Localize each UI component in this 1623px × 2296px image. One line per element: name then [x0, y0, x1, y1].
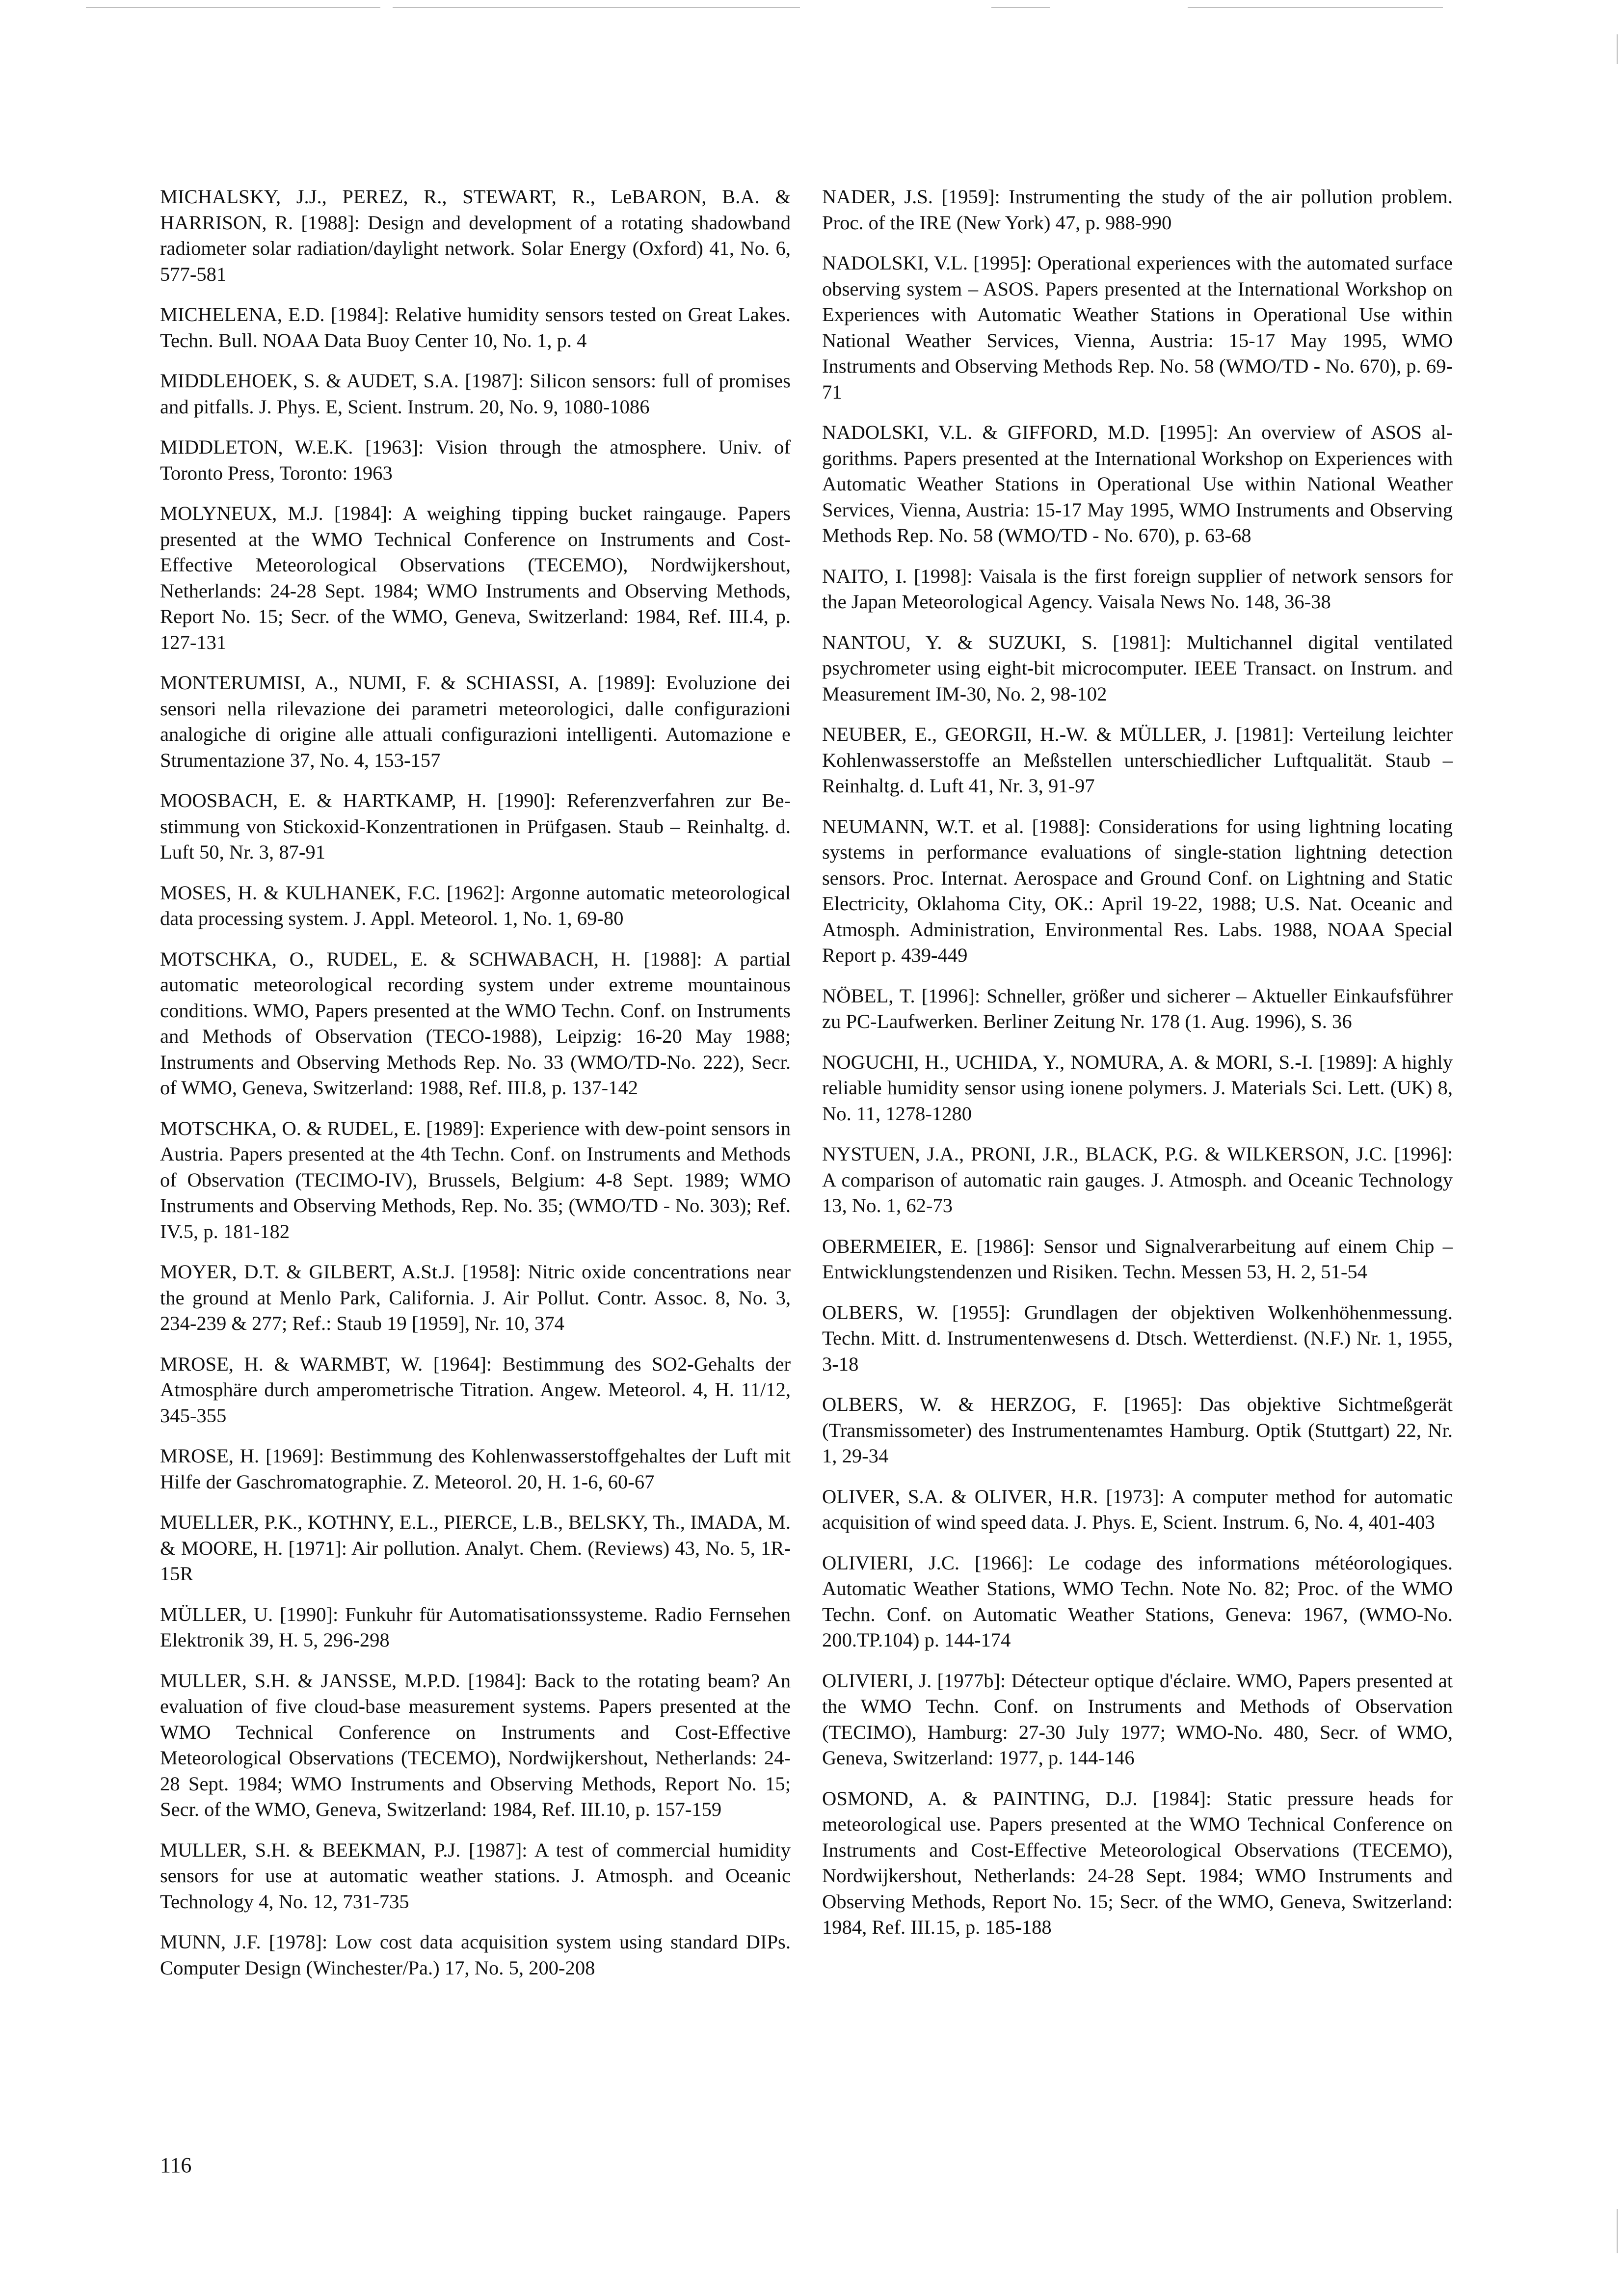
reference-entry: MONTERUMISI, A., NUMI, F. & SCHIASSI, A. [1989]: Evoluzione dei sensori nella rilevazione dei parametri meteorologici, dalle configurazioni analogiche di origine alle attuali configurazioni intelligenti. Automazione e Strumentazione 37, No. 4, 153-157 [160, 672, 791, 771]
reference-entry: OLIVER, S.A. & OLIVER, H.R. [1973]: A computer method for automatic acquisition of wind speed data. J. Phys. E, Scient. Instrum. 6, No. 4, 401-403 [822, 1485, 1453, 1533]
reference-entry: NANTOU, Y. & SUZUKI, S. [1981]: Multichannel digital ventilated psychrometer using eight-bit microcomputer. IEEE Transact. on Instrum. and Measurement IM-30, No. 2, 98-102 [822, 631, 1453, 705]
reference-entry: NADOLSKI, V.L. [1995]: Operational experiences with the automated surface observing system – ASOS. Papers presented at the International Workshop on Experiences with Automatic Weather Stations in Operational Use within National Weather Services, Vienna, Austria: 15-17 May 1995, WMO Instruments and Observing Methods Rep. No. 58 (WMO/TD - No. 670), p. 69-71 [822, 252, 1453, 403]
page-number: 116 [160, 2153, 192, 2177]
reference-entry: OLIVIERI, J.C. [1966]: Le codage des informations météorologiques. Automatic Weather Stations, WMO Techn. Note No. 82; Proc. of the WMO Techn. Conf. on Automatic Weather Stations, Geneva: 1967, (WMO-No. 200.TP.104) p. 144-174 [822, 1551, 1453, 1651]
reference-entry: MÜLLER, U. [1990]: Funkuhr für Automatisationssysteme. Radio Fernsehen Elektronik 39, H. 5, 296-298 [160, 1603, 791, 1651]
reference-entry: NAITO, I. [1998]: Vaisala is the first foreign supplier of network sensors for the Japan Meteorological Agency. Vaisala News No. 148, 36-38 [822, 565, 1453, 613]
reference-entry: NEUBER, E., GEORGII, H.-W. & MÜLLER, J. [1981]: Verteilung leichter Kohlenwasserstoffe an Meßstellen unterschiedlicher Luftqualität. Staub – Reinhaltg. d. Luft 41, Nr. 3, 91-97 [822, 723, 1453, 797]
reference-entry: NEUMANN, W.T. et al. [1988]: Considerations for using lightning locating systems in performance evaluations of single-station lightning detection sensors. Proc. Internat. Aerospace and Ground Conf. on Lightning and Static Electricity, Oklahoma City, OK.: April 19-22, 1988; U.S. Nat. Oceanic and Atmosph. Administration, Environmental Res. Labs. 1988, NOAA Special Report p. 439-449 [822, 815, 1453, 966]
scan-edge-mark [1617, 34, 1618, 64]
reference-entry: MIDDLETON, W.E.K. [1963]: Vision through the atmosphere. Univ. of Toronto Press, Toronto: 1963 [160, 436, 791, 484]
reference-entry: NOGUCHI, H., UCHIDA, Y., NOMURA, A. & MORI, S.-I. [1989]: A highly reliable humidity sensor using ionene polymers. J. Materials Sci. Lett. (UK) 8, No. 11, 1278-1280 [822, 1051, 1453, 1125]
reference-entry: MOSES, H. & KULHANEK, F.C. [1962]: Argonne automatic meteorological data processing system. J. Appl. Meteorol. 1, No. 1, 69-80 [160, 881, 791, 929]
scan-artifact-line [393, 7, 800, 8]
reference-entry: MULLER, S.H. & JANSSE, M.P.D. [1984]: Back to the rotating beam? An evaluation of five cloud-base measurement systems. Papers presented at the WMO Technical Conference on Instruments and Cost-Effective Meteorological Observations (TECEMO), Nordwijkershout, Netherlands: 24-28 Sept. 1984; WMO Instruments and Observing Methods, Report No. 15; Secr. of the WMO, Geneva, Switzerland: 1984, Ref. III.10, p. 157-159 [160, 1669, 791, 1820]
reference-entry: OLIVIERI, J. [1977b]: Détecteur optique d'éclaire. WMO, Papers presented at the WMO Techn. Conf. on Instruments and Methods of Observation (TECIMO), Hamburg: 27-30 July 1977; WMO-No. 480, Secr. of WMO, Geneva, Switzerland: 1977, p. 144-146 [822, 1669, 1453, 1769]
reference-entry: MICHELENA, E.D. [1984]: Relative humidity sensors tested on Great Lakes. Techn. Bull. NOAA Data Buoy Center 10, No. 1, p. 4 [160, 303, 791, 351]
reference-entry: MICHALSKY, J.J., PEREZ, R., STEWART, R., LeBARON, B.A. & HARRISON, R. [1988]: Design and development of a rotating shadowband radiometer solar radiation/daylight network. Solar Energy (Oxford) 41, No. 6, 577-581 [160, 186, 791, 285]
reference-entry: NÖBEL, T. [1996]: Schneller, größer und sicherer – Aktueller Einkaufsführer zu PC-Laufwerken. Berliner Zeitung Nr. 178 (1. Aug. 1996), S. 36 [822, 984, 1453, 1032]
scan-edge-mark [1617, 2209, 1618, 2253]
left-column [160, 184, 791, 1996]
reference-entry: MUELLER, P.K., KOTHNY, E.L., PIERCE, L.B., BELSKY, Th., IMADA, M. & MOORE, H. [1971]: Air pollution. Analyt. Chem. (Reviews) 43, No. 5, 1R-15R [160, 1511, 791, 1585]
scan-artifact-line [1188, 7, 1443, 8]
scan-artifact-line [86, 7, 380, 8]
reference-entry: MOYER, D.T. & GILBERT, A.St.J. [1958]: Nitric oxide concentrations near the ground at Menlo Park, California. J. Air Pollut. Contr. Assoc. 8, No. 3, 234-239 & 277; Ref.: Staub 19 [1959], Nr. 10, 374 [160, 1261, 791, 1334]
reference-entry: MOLYNEUX, M.J. [1984]: A weighing tipping bucket raingauge. Papers presented at the WMO Technical Conference on Instruments and Cost-Effective Meteorological Observations (TECEMO), Nordwijkershout, Netherlands: 24-28 Sept. 1984; WMO Instruments and Observing Methods, Report No. 15; Secr. of the WMO, Geneva, Switzerland: 1984, Ref. III.4, p. 127-131 [160, 502, 791, 653]
reference-entry: MUNN, J.F. [1978]: Low cost data acquisition system using standard DIPs. Computer Design (Winchester/Pa.) 17, No. 5, 200-208 [160, 1931, 791, 1979]
reference-entry: MOOSBACH, E. & HARTKAMP, H. [1990]: Referenzverfahren zur Bestimmung von Stickoxid-Konzentrationen in Prüfgasen. Staub – Reinhaltg. d. Luft 50, Nr. 3, 87-91 [160, 789, 791, 863]
scan-artifact-line [991, 7, 1050, 8]
reference-entry: MULLER, S.H. & BEEKMAN, P.J. [1987]: A test of commercial humidity sensors for use at automatic weather stations. J. Atmosph. and Oceanic Technology 4, No. 12, 731-735 [160, 1838, 791, 1913]
reference-entry: OBERMEIER, E. [1986]: Sensor und Signalverarbeitung auf einem Chip – Entwicklungstendenzen und Risiken. Techn. Messen 53, H. 2, 51-54 [822, 1235, 1453, 1283]
reference-entry: OLBERS, W. [1955]: Grundlagen der objektiven Wolkenhöhenmessung. Techn. Mitt. d. Instrumentenwesens d. Dtsch. Wetterdienst. (N.F.) Nr. 1, 1955, 3-18 [822, 1301, 1453, 1375]
reference-entry: OLBERS, W. & HERZOG, F. [1965]: Das objektive Sichtmeßgerät (Transmissometer) des Instrumentenamtes Hamburg. Optik (Stuttgart) 22, Nr. 1, 29-34 [822, 1393, 1453, 1467]
reference-entry: MOTSCHKA, O. & RUDEL, E. [1989]: Experience with dew-point sensors in Austria. Papers presented at the 4th Techn. Conf. on Instruments and Methods of Observation (TECIMO-IV), Brussels, Belgium: 4-8 Sept. 1989; WMO Instruments and Observing Methods, Rep. No. 35; (WMO/TD - No. 303); Ref. IV.5, p. 181-182 [160, 1117, 791, 1243]
right-column [822, 184, 1453, 1955]
reference-entry: MROSE, H. [1969]: Bestimmung des Kohlenwasserstoffgehaltes der Luft mit Hilfe der Gaschromatographie. Z. Meteorol. 20, H. 1-6, 60-67 [160, 1445, 791, 1493]
reference-entry: MROSE, H. & WARMBT, W. [1964]: Bestimmung des SO2-Gehalts der Atmosphäre durch amperometrische Titration. Angew. Meteorol. 4, H. 11/12, 345-355 [160, 1352, 791, 1427]
reference-entry: MIDDLEHOEK, S. & AUDET, S.A. [1987]: Silicon sensors: full of promises and pitfalls. J. Phys. E, Scient. Instrum. 20, No. 9, 1080-1086 [160, 370, 791, 418]
reference-entry: NADER, J.S. [1959]: Instrumenting the study of the air pollution problem. Proc. of the IRE (New York) 47, p. 988-990 [822, 186, 1453, 234]
reference-entry: OSMOND, A. & PAINTING, D.J. [1984]: Static pressure heads for meteorological use. Papers presented at the WMO Technical Conference on Instruments and Cost-Effective Meteorological Observations (TECEMO), Nordwijkershout, Netherlands: 24-28 Sept. 1984; WMO Instruments and Observing Methods, Report No. 15; Secr. of the WMO, Geneva, Switzerland: 1984, Ref. III.15, p. 185-188 [822, 1787, 1453, 1938]
reference-entry: NADOLSKI, V.L. & GIFFORD, M.D. [1995]: An overview of ASOS algorithms. Papers presented at the International Workshop on Experiences with Automatic Weather Stations in Operational Use within National Weather Services, Vienna, Austria: 15-17 May 1995, WMO Instruments and Observing Methods Rep. No. 58 (WMO/TD - No. 670), p. 63-68 [822, 421, 1453, 546]
reference-entry: NYSTUEN, J.A., PRONI, J.R., BLACK, P.G. & WILKERSON, J.C. [1996]: A comparison of automatic rain gauges. J. Atmosph. and Oceanic Technology 13, No. 1, 62-73 [822, 1143, 1453, 1216]
reference-entry: MOTSCHKA, O., RUDEL, E. & SCHWABACH, H. [1988]: A partial automatic meteorological recording system under extreme mountainous conditions. WMO, Papers presented at the WMO Techn. Conf. on Instruments and Methods of Observation (TECO-1988), Leipzig: 16-20 May 1988; Instruments and Observing Methods Rep. No. 33 (WMO/TD-No. 222), Secr. of WMO, Geneva, Switzerland: 1988, Ref. III.8, p. 137-142 [160, 947, 791, 1099]
